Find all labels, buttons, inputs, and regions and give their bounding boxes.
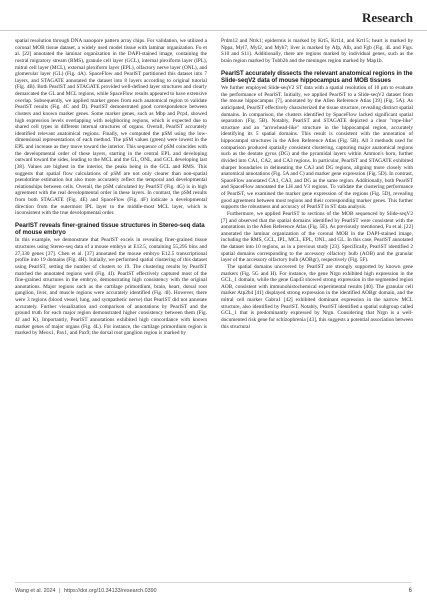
paragraph: Prdm12 and Ntrk1; epidermis is marked by Krt5, Krt14, and Krt15; heart is marked by Nppa, Myl7, Myl2, and Myh7; liver is marked by Afp, Alb, and Fgb (Fig. 4L and Figs. S10 and S11). Additionally, there are regions marked by individual genes, such as the brain region marked by Tubb2b and the meninges region marked by Map1b. [221,38,413,64]
paragraph: spatial resolution through DNA nanopore pattern array chips. For validation, we utilized a coronal MOB tissue dataset, a widely used model tissue with laminar organization. Fu et al. [22] annotated the laminar organization in the DAPI-stained image, containing the rostral migratory stream (RMS), granule cell layer (GCL), internal plexiform layer (IPL), mitral cell layer (MCL), external plexiform layer (EPL), olfactory nerve layer (ONL), and glomerular layer (GL) (Fig. 4A). SpaceFlow and PearlST partitioned this dataset into 7 layers, and STAGATE annotated the dataset into 8 layers according to original tutorial (Fig. 4B). Both PearlST and STAGATE provided well-defined layer structures and clearly demarcated the GL and MCL regions, while SpaceFlow results appeared to have extensive overlap. Subsequently, we applied marker genes from each anatomical region to validate PearlST results (Fig. 4C and D). PearlST demonstrated good correspondence between clusters and known marker genes. Some marker genes, such as Mbp and Pcp4, showed high expression levels overlapping with neighboring regions, which is expected due to shared cell types in different internal structures of organs. Overall, PearlST accurately identified relevant anatomical regions. Finally, we computed the pSM using the low-dimensional representations of each method. The pSM values (green) were lowest in the EPL and increase as they move toward the interior. This sequence of pSM coincides with the developmental order of these layers, starting in the central EPL and developing outward toward the sides, leading to the MCL and the GL, ONL, and GCL developing last [38]. Values are highest in the interior, the peaks being in the GCL and RMS. This suggests that spatial flow calculations of pSM are not only clearer than non-spatial pseudotime estimation but also more accurately reflect the temporal and developmental relationships between cells. Overall, the pSM calculated by PearlST (Fig. 4G) is in high agreement with the real developmental order in these layers. In contrast, the pSM results from both STAGATE (Fig. 4E) and SpaceFlow (Fig. 4F) indicate a developmental direction from the outermost IPL layer to the middle-most MCL layer, which is inconsistent with the true developmental order. [15,38,207,217]
section-heading: PearlST reveals finer-grained tissue structures in Stereo-seq data of mouse embryo [15,221,205,237]
right-column [221,38,413,571]
journal-brand: Research [361,10,413,25]
paragraph: We further employed Slide-seqV2 ST data with a spatial resolution of 10 μm to evaluate the performance of PearlST. Initially, we applied PearlST to a Slide-seqV2 dataset from the mouse hippocampus [7], annotated by the Allen Reference Atlas [39] (Fig. 5A). As anticipated, PearlST effectively characterized the tissue structure, revealing distinct spatial domains. In comparison, the clusters identified by SpaceFlow lacked significant spatial separation (Fig. 5B). Notably, PearlST and STAGATE depicted a clear "rope-like" structure and an "arrowhead-like" structure in the hippocampal region, accurately identifying its 5 spatial domains. This result is consistent with the annotation of hippocampal structures in the Allen Reference Atlas (Fig. 5B). All 3 methods used for comparison produced spatially consistent clustering, capturing major anatomical regions such as the dentate gyrus (DG) and the pyramidal layers within Ammon's horn, further divided into CA1, CA2, and CA3 regions. In particular, PearlST and STAGATE exhibited sharper boundaries in delineating the CA3 and DG regions, aligning more closely with anatomical annotations (Fig. 5A and C) and marker gene expression (Fig. 5D). In contrast, SpaceFlow annotated CA1, CA3, and DG as the same region. Additionally, both PearlST and SpaceFlow annotated the LH and V3 regions. To validate the clustering performance of PearlST, we examined the marker gene expression of the regions (Fig. 5D), revealing good agreement between most regions and their corresponding marker genes. This further supports the robustness and accuracy of PearlST in ST data analysis. [221,85,413,211]
page-number: 6 [408,588,412,594]
header-divider [0,30,427,31]
footer-authors: Wang et al. 2024 [15,588,56,594]
section-heading: PearlST accurately dissects the relevant anatomical regions in the Slide-seqV2 data of mouse hippocampus and MOB tissues [221,69,413,84]
article-body [15,38,413,571]
paragraph: The spatial domains uncovered by PearlST are strongly supported by known gene markers (Fig. 5G and H). For instance, the gene Nrgn exhibited high expression in the GCL_1 domain, while the gene Gap43 showed strong expression in the segmented region AOB, consistent with immunohistochemical experimental results [40]. The granular cell marker Atp2b4 [41] displayed strong expression in the identified AOBgr domain, and the mitral cell marker Gabra1 [42] exhibited dominant expression in the narrow MCL structure, also identified by PearlST. Notably, PearlST identified a spatial subgroup called GCL_1 that is predominantly expressed by Nrgn. Considering that Nrgn is a well-documented risk gene for schizophrenia [43], this suggests a potential association between this structural [221,263,413,330]
paragraph: Furthermore, we applied PearlST to sections of the MOB sequenced by Slide-seqV2 [7] and observed that the spatial domains identified by PearlST were consistent with the annotations in the Allen Reference Atlas (Fig. 5E). As previously mentioned, Fu et al. [22] annotated the laminar organization of the coronal MOB in the DAPI-stained image, including the RMS, GCL, IPL, MCL, EPL, ONL, and GL. In this case, PearlST annotated the dataset into 10 regions, as in a previous study [23]. Specifically, PearlST identified 2 spatial domains corresponding to the accessory olfactory bulb (AOB) and the granular layer of the accessory olfactory bulb (AOBgr), respectively (Fig. 5F). [221,210,413,264]
page-footer [15,588,412,594]
footer-separator: | [59,588,61,594]
footer-citation [15,588,159,594]
paragraph: In this example, we demonstrate that PearlST excels in revealing finer-grained tissue structures using Stereo-seq data of a mouse embryo at E12.5, containing 55,295 bins and 27,330 genes [37]. Chen et al. [37] annotated the mouse embryo E12.5 transcriptional profile into 19 domains (Fig. 4H). Initially, we performed spatial clustering of this dataset using PearlST, setting the number of clusters to 19. The clustering results by PearlST matched the annotated regions well (Fig. 4I). PearlST effectively captured most of the fine-grained structures in the embryo, demonstrating high consistency with the original annotations. Major regions such as the cartilage primordium, brain, heart, dorsal root ganglion, liver, and muscle regions were accurately identified (Fig. 4I). However, there were 3 regions (blood vessel, lung, and sympathetic nerve) that PearlST did not annotate accurately. Further visualization and comparison of annotations by PearlST and the ground truth for each major region demonstrated higher consistency between them (Fig. 4J and K). Importantly, PearlST annotations exhibited high concordance with known marker genes of major organs (Fig. 4L). For instance, the cartilage primordium region is marked by Meox1, Pax1, and Pax9; the dorsal root ganglion region is marked by [15,237,207,337]
left-column [15,38,207,571]
footer-divider [15,582,412,583]
footer-doi-link[interactable]: https://doi.org/10.34133/research.0390 [63,588,157,594]
